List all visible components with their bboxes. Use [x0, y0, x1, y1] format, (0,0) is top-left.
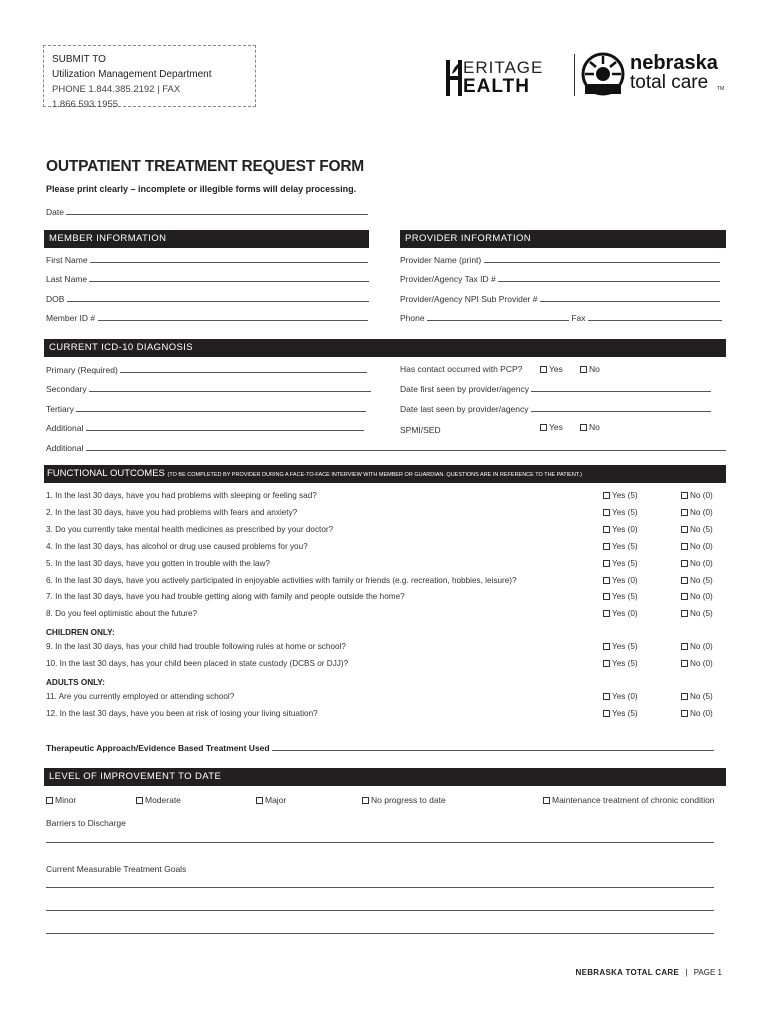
answer-yes[interactable]	[603, 592, 638, 601]
no-checkbox[interactable]	[681, 610, 688, 617]
therapeutic-label: Therapeutic Approach/Evidence Based Treatment Used	[46, 743, 270, 753]
pcp-contact-yes[interactable]	[540, 364, 563, 374]
answer-no[interactable]	[681, 508, 713, 517]
heritage-h-icon	[445, 58, 465, 98]
first-seen-label: Date first seen by provider/agency	[400, 384, 529, 394]
spmi-no[interactable]	[580, 422, 600, 432]
fax-label: Fax	[571, 313, 586, 323]
no-label: No (0)	[690, 491, 713, 500]
no-label: No (0)	[690, 592, 713, 602]
tertiary-dx-label: Tertiary	[46, 404, 74, 414]
answer-yes[interactable]	[603, 692, 638, 701]
answer-no[interactable]	[681, 525, 713, 534]
moderate-checkbox[interactable]	[136, 797, 143, 804]
last-seen-line[interactable]	[531, 403, 711, 412]
yes-label: Yes (0)	[612, 524, 638, 534]
improvement-moderate[interactable]	[136, 795, 181, 805]
improvement-minor[interactable]	[46, 795, 76, 805]
heritage-health-logo	[445, 56, 570, 96]
question-text: 11. Are you currently employed or attending school?	[46, 692, 235, 701]
no-label: No (5)	[690, 609, 713, 619]
yes-checkbox[interactable]	[603, 543, 610, 550]
date-label: Date	[46, 207, 64, 217]
npi-line[interactable]	[540, 293, 720, 302]
barriers-line[interactable]	[46, 842, 714, 843]
additional-dx-label-2: Additional	[46, 443, 84, 453]
provider-info-header: PROVIDER INFORMATION	[400, 230, 726, 248]
question-text: 10. In the last 30 days, has your child been placed in state custody (DCBS or DJJ)?	[46, 658, 349, 668]
yes-checkbox[interactable]	[603, 660, 610, 667]
no-checkbox[interactable]	[681, 526, 688, 533]
no-checkbox[interactable]	[681, 543, 688, 550]
pcp-contact-no[interactable]	[580, 364, 600, 374]
question-text: 4. In the last 30 days, has alcohol or drug use caused problems for you?	[46, 541, 308, 551]
question-text: 2. In the last 30 days, have you had problems with fears and anxiety?	[46, 507, 298, 517]
improvement-major[interactable]	[256, 795, 286, 805]
yes-checkbox[interactable]	[603, 693, 610, 700]
yes-checkbox[interactable]	[603, 492, 610, 499]
answer-no[interactable]	[681, 659, 713, 668]
spmi-yes-label: Yes	[549, 422, 563, 432]
goals-line-3[interactable]	[46, 933, 714, 934]
trademark: TM	[717, 86, 725, 92]
minor-label: Minor	[55, 795, 77, 805]
question-text: 9. In the last 30 days, has your child had trouble following rules at home or school?	[46, 642, 346, 651]
no-checkbox[interactable]	[681, 710, 688, 717]
last-seen-field[interactable]	[400, 403, 711, 414]
no-label: No (5)	[690, 575, 713, 585]
functional-outcomes-note: (TO BE COMPLETED BY PROVIDER DURING A FACE-TO-FACE INTERVIEW WITH MEMBER OR GUARDIAN. QUESTIONS ARE IN REFERENCE TO THE PATIENT.)	[167, 472, 582, 478]
functional-outcomes-header	[44, 465, 726, 483]
additional-dx-field-2[interactable]	[46, 442, 726, 453]
answer-no[interactable]	[681, 692, 713, 701]
yes-label: Yes (5)	[612, 507, 638, 517]
provider-name-label: Provider Name (print)	[400, 255, 482, 265]
submit-to-contact: PHONE 1.844.385.2192 | FAX 1.866.593.1955	[52, 84, 181, 110]
submit-to-department: Utilization Management Department	[52, 69, 212, 80]
member-id-label: Member ID #	[46, 313, 96, 323]
additional-dx-field-1[interactable]	[46, 422, 364, 433]
improvement-none[interactable]	[362, 795, 446, 805]
submit-to-box	[43, 45, 256, 110]
no-checkbox[interactable]	[681, 492, 688, 499]
no-label: No (0)	[690, 642, 713, 651]
question-text: 1. In the last 30 days, have you had problems with sleeping or feeling sad?	[46, 491, 317, 500]
yes-label: Yes (0)	[612, 575, 638, 585]
footer-brand: NEBRASKA TOTAL CARE	[575, 968, 680, 977]
yes-label: Yes (0)	[612, 692, 638, 701]
question-text: 5. In the last 30 days, have you gotten in trouble with the law?	[46, 558, 270, 568]
additional-dx-line-2[interactable]	[86, 442, 726, 451]
primary-dx-field[interactable]	[46, 364, 367, 375]
pcp-no-checkbox[interactable]	[580, 366, 587, 373]
npi-label: Provider/Agency NPI Sub Provider #	[400, 294, 538, 304]
answer-yes[interactable]	[603, 576, 638, 585]
major-checkbox[interactable]	[256, 797, 263, 804]
no-label: No (5)	[690, 524, 713, 534]
dob-line[interactable]	[67, 293, 369, 302]
answer-yes[interactable]	[603, 525, 638, 534]
pcp-yes-checkbox[interactable]	[540, 366, 547, 373]
answer-yes[interactable]	[603, 542, 638, 551]
dob-label: DOB	[46, 294, 65, 304]
yes-checkbox[interactable]	[603, 509, 610, 516]
footer-page: PAGE 1	[693, 968, 722, 977]
no-label: No (0)	[690, 541, 713, 551]
yes-checkbox[interactable]	[603, 577, 610, 584]
yes-label: Yes (5)	[612, 709, 638, 718]
answer-no[interactable]	[681, 576, 713, 585]
spmi-yes[interactable]	[540, 422, 563, 432]
pcp-yes-label: Yes	[549, 364, 563, 374]
secondary-dx-line[interactable]	[89, 383, 371, 392]
yes-checkbox[interactable]	[603, 526, 610, 533]
no-checkbox[interactable]	[681, 509, 688, 516]
no-progress-checkbox[interactable]	[362, 797, 369, 804]
spmi-label: SPMI/SED	[400, 425, 441, 435]
last-name-line[interactable]	[89, 273, 369, 282]
yes-checkbox[interactable]	[603, 593, 610, 600]
yes-label: Yes (5)	[612, 541, 638, 551]
first-name-line[interactable]	[90, 254, 368, 263]
no-checkbox[interactable]	[681, 577, 688, 584]
yes-checkbox[interactable]	[603, 643, 610, 650]
no-checkbox[interactable]	[681, 560, 688, 567]
yes-label: Yes (0)	[612, 609, 638, 619]
heritage-line2: EALTH	[463, 76, 530, 97]
last-seen-label: Date last seen by provider/agency	[400, 404, 529, 414]
yes-checkbox[interactable]	[603, 560, 610, 567]
answer-yes[interactable]	[603, 491, 638, 500]
functional-outcomes-title: FUNCTIONAL OUTCOMES	[47, 468, 165, 479]
question-text: 7. In the last 30 days, have you had trouble getting along with family and people outside the home?	[46, 592, 405, 602]
no-label: No (0)	[690, 558, 713, 568]
tertiary-dx-field[interactable]	[46, 403, 366, 414]
primary-dx-line[interactable]	[120, 364, 367, 373]
first-seen-line[interactable]	[531, 383, 711, 392]
tertiary-dx-line[interactable]	[76, 403, 366, 412]
children-only-label: CHILDREN ONLY:	[46, 628, 115, 637]
page-footer	[576, 968, 723, 977]
moderate-label: Moderate	[145, 795, 181, 805]
answer-no[interactable]	[681, 491, 713, 500]
provider-name-line[interactable]	[484, 254, 720, 263]
phone-label: Phone	[400, 313, 425, 323]
answer-yes[interactable]	[603, 642, 638, 651]
tax-id-line[interactable]	[498, 273, 720, 282]
logo-divider	[574, 54, 575, 96]
no-label: No (0)	[690, 709, 713, 718]
barriers-label: Barriers to Discharge	[46, 818, 126, 828]
yes-label: Yes (5)	[612, 491, 638, 500]
goals-label: Current Measurable Treatment Goals	[46, 864, 187, 874]
adults-only-label: ADULTS ONLY:	[46, 678, 105, 687]
major-label: Major	[265, 795, 287, 805]
question-text: 3. Do you currently take mental health medicines as prescribed by your doctor?	[46, 524, 334, 534]
footer-separator: |	[685, 968, 688, 977]
additional-dx-label-1: Additional	[46, 423, 84, 433]
spmi-no-label: No	[589, 422, 600, 432]
yes-label: Yes (5)	[612, 558, 638, 568]
tax-id-label: Provider/Agency Tax ID #	[400, 274, 496, 284]
no-label: No (0)	[690, 658, 713, 668]
ntc-line1: nebraska	[630, 52, 718, 74]
pcp-no-label: No	[589, 364, 600, 374]
provider-name-field[interactable]	[400, 254, 720, 265]
maintenance-checkbox[interactable]	[543, 797, 550, 804]
goals-line-2[interactable]	[46, 910, 714, 911]
no-checkbox[interactable]	[681, 660, 688, 667]
fax-line[interactable]	[588, 312, 722, 321]
last-name-field[interactable]	[46, 273, 369, 284]
first-seen-field[interactable]	[400, 383, 711, 394]
yes-checkbox[interactable]	[603, 710, 610, 717]
answer-yes[interactable]	[603, 508, 638, 517]
first-name-label: First Name	[46, 255, 88, 265]
spmi-no-checkbox[interactable]	[580, 424, 587, 431]
yes-label: Yes (5)	[612, 642, 638, 651]
answer-no[interactable]	[681, 592, 713, 601]
question-text: 8. Do you feel optimistic about the future?	[46, 609, 198, 619]
yes-label: Yes (5)	[612, 592, 638, 602]
phone-fax-field[interactable]	[400, 312, 722, 323]
pcp-contact-label: Has contact occurred with PCP?	[400, 364, 523, 374]
tax-id-field[interactable]	[400, 273, 720, 284]
minor-checkbox[interactable]	[46, 797, 53, 804]
no-progress-label: No progress to date	[371, 795, 446, 805]
therapeutic-field[interactable]	[46, 742, 714, 753]
answer-no[interactable]	[681, 709, 713, 718]
npi-field[interactable]	[400, 293, 720, 304]
secondary-dx-label: Secondary	[46, 384, 87, 394]
phone-line[interactable]	[427, 312, 569, 321]
member-id-field[interactable]	[46, 312, 368, 323]
date-line[interactable]	[66, 206, 368, 215]
heritage-line1: ERITAGE	[463, 58, 544, 77]
question-text: 12. In the last 30 days, have you been at risk of losing your living situation?	[46, 709, 318, 718]
answer-no[interactable]	[681, 609, 713, 618]
logos	[445, 50, 730, 100]
ntc-line2: total care	[630, 72, 709, 93]
first-name-field[interactable]	[46, 254, 368, 265]
answer-no[interactable]	[681, 559, 713, 568]
no-checkbox[interactable]	[681, 693, 688, 700]
no-checkbox[interactable]	[681, 593, 688, 600]
primary-dx-label: Primary (Required)	[46, 365, 118, 375]
no-label: No (5)	[690, 692, 713, 701]
secondary-dx-field[interactable]	[46, 383, 371, 394]
additional-dx-line-1[interactable]	[86, 422, 364, 431]
answer-yes[interactable]	[603, 609, 638, 618]
date-field[interactable]	[46, 206, 368, 217]
dob-field[interactable]	[46, 293, 369, 304]
maintenance-label: Maintenance treatment of chronic condition	[552, 795, 715, 805]
improvement-maintenance[interactable]	[543, 795, 715, 805]
yes-checkbox[interactable]	[603, 610, 610, 617]
therapeutic-line[interactable]	[272, 742, 714, 751]
no-label: No (0)	[690, 507, 713, 517]
member-id-line[interactable]	[98, 312, 368, 321]
submit-to-label: SUBMIT TO	[52, 54, 106, 65]
answer-no[interactable]	[681, 542, 713, 551]
goals-line-1[interactable]	[46, 887, 714, 888]
spmi-yes-checkbox[interactable]	[540, 424, 547, 431]
member-info-header: MEMBER INFORMATION	[44, 230, 369, 248]
form-title: OUTPATIENT TREATMENT REQUEST FORM	[46, 158, 365, 175]
answer-yes[interactable]	[603, 559, 638, 568]
question-text: 6. In the last 30 days, have you actively participated in enjoyable activities with family or friends (e.g. recreation, hobbies, leisure)?	[46, 575, 517, 585]
yes-label: Yes (5)	[612, 658, 638, 668]
last-name-label: Last Name	[46, 274, 88, 284]
no-checkbox[interactable]	[681, 643, 688, 650]
improvement-header: LEVEL OF IMPROVEMENT TO DATE	[44, 768, 726, 786]
answer-no[interactable]	[681, 642, 713, 651]
answer-yes[interactable]	[603, 659, 638, 668]
nebraska-total-care-mark-icon	[581, 50, 625, 96]
form-subtitle: Please print clearly – incomplete or illegible forms will delay processing.	[46, 184, 357, 194]
answer-yes[interactable]	[603, 709, 638, 718]
diagnosis-header: CURRENT ICD-10 DIAGNOSIS	[44, 339, 726, 357]
